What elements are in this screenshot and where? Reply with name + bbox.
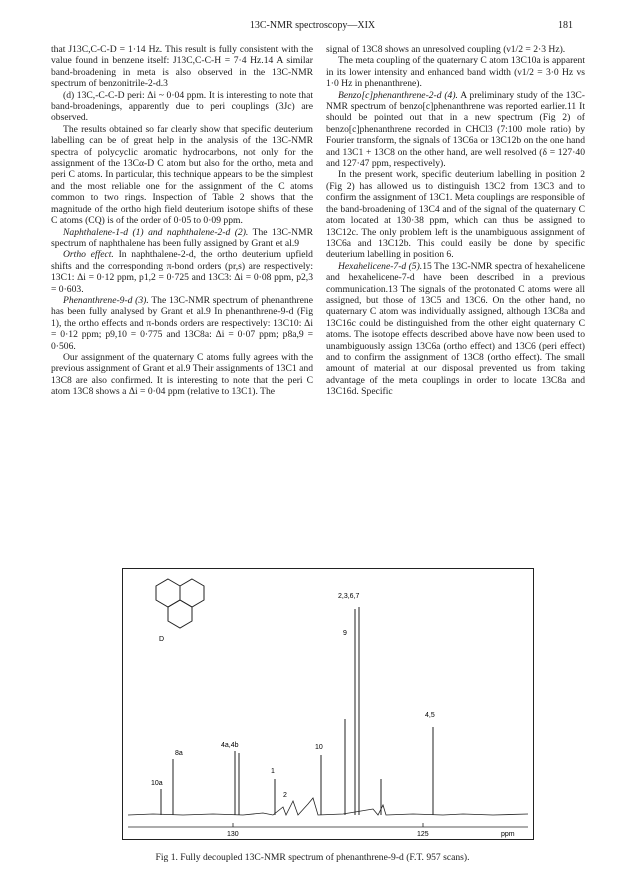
peak-label-8a: 8a — [175, 750, 183, 757]
spectrum-peaks — [161, 607, 433, 815]
axis-label-125: 125 — [417, 831, 429, 838]
paragraph: Our assignment of the quaternary C atoms fully agrees with the previous assignment of Grant et al.9 Their assignments of 13C1 and 13C8 are also confirmed. It is interesting to note that the peri C atom 13C8 shows a Δi = 0·04 ppm (relative to 13C1). The — [51, 351, 313, 398]
figure-caption: Fig 1. Fully decoupled 13C-NMR spectrum of phenanthrene-9-d (F.T. 957 scans). — [155, 852, 470, 863]
paragraph: Phenanthrene-9-d (3). The 13C-NMR spectrum of phenanthrene has been fully analysed by Grant et al.9 In phenanthrene-9-d (Fig 1), the ortho effects and π-bonds orders are respectively: 13C10: Δi = 0·12 ppm; p9,10 = 0·775 and 13C8a: Δi = 0·07 ppm; p8a,9 = 0·506. — [51, 294, 313, 352]
paragraph: Ortho effect. In naphthalene-2-d, the ortho deuterium upfield shifts and the corresponding π-bond orders (pr,s) are respectively: 13C1: Δi = 0·12 ppm, p1,2 = 0·725 and 13C3: Δi = 0·08 ppm, p2,3 = 0·603. — [51, 249, 313, 295]
running-header — [0, 20, 625, 36]
axis-label-ppm: ppm — [501, 831, 515, 838]
peak-label-10: 10 — [315, 744, 323, 751]
paragraph: Naphthalene-1-d (1) and naphthalene-2-d (2). The 13C-NMR spectrum of naphthalene has been fully assigned by Grant et al.9 — [51, 226, 313, 249]
spectrum-graphic — [123, 569, 533, 839]
paragraph: Benzo[c]phenanthrene-2-d (4). A preliminary study of the 13C-NMR spectrum of benzo[c]phenanthrene was reported earlier.11 It should be pointed out that in a new spectrum (Fig 2) of benzo[c]phenanthrene recorded in CHCl3 (7:100 mole ratio) by Fourier transform, the signals of 13C6a or 13C12b on the one hand and 13C1 + 13C8 on the other hand, are well resolved (δ = 127·40 and 127·47 ppm, respectively). — [326, 89, 585, 170]
axis-ticks — [233, 823, 423, 827]
peak-label-1: 1 — [271, 768, 275, 775]
peak-label-2367: 2,3,6,7 — [338, 593, 360, 600]
section-heading: Hexahelicene-7-d (5). — [338, 260, 423, 272]
molecule-label: D — [159, 636, 165, 643]
page-number: 181 — [558, 20, 573, 31]
peak-label-2: 2 — [283, 792, 287, 799]
right-column — [326, 44, 585, 398]
section-heading: Naphthalene-1-d (1) and naphthalene-2-d (2). — [63, 226, 249, 238]
paragraph: The meta coupling of the quaternary C atom 13C10a is apparent in its lower intensity and enhanced band width (ν1/2 = 3·0 Hz vs 1·0 Hz in phenanthrene). — [326, 55, 585, 90]
paragraph: Hexahelicene-7-d (5).15 The 13C-NMR spectra of hexahelicene and hexahelicene-7-d have been described in a previous communication.13 The signals of the protonated C atoms were all assigned, but those of 13C5 and 13C6. On the other hand, no quaternary C atom was individually assigned, although 13C8a and 13C16c could be distinguished from the other eight quaternary C atoms. The isotope effects described above have now been used to unambiguously assign 13C6a (ortho effect) and 13C6 (peri effect) and to confirm the assignment of 13C8 (ortho effect). The small amount of material at our disposal prevented us from taking advantage of the meta couplings in order to locate 13C8a and 13C16d. Specific — [326, 260, 585, 398]
figure-nmr-spectrum — [122, 568, 534, 840]
peak-label-10a: 10a — [151, 780, 163, 787]
spectrum-baseline — [128, 798, 528, 815]
section-heading: Phenanthrene-9-d (3). — [63, 294, 149, 306]
paragraph: (d) 13C,-C-C-D peri: Δi ~ 0·04 ppm. It is interesting to note that band-broadenings, apparently due to peri couplings (3Jc) are observed. — [51, 89, 313, 124]
phenanthrene-structure — [156, 579, 204, 628]
paragraph: In the present work, specific deuterium labelling in position 2 (Fig 2) has allowed us to distinguish 13C2 from 13C3 and to confirm the assignment of 13C1. Meta couplings are responsible of the band-broadening of 13C4 and of the signal of the quaternary C atom located at 130·38 ppm, which can thus be assigned to 13C12c. The only problem left is the unambiguous assignment of 13C6a and 13C12b. This could easily be done by specific deuterium labelling in position 6. — [326, 169, 585, 261]
peak-label-9: 9 — [343, 630, 347, 637]
left-column — [51, 44, 313, 398]
paragraph: The results obtained so far clearly show that specific deuterium labelling can be of great help in the analysis of the 13C-NMR spectra of polycyclic aromatic hydrocarbons, not only for the assignment of the 13Cα-D C atom but also for the ortho, meta and peri C atoms. In particular, this technique appears to be the simplest and the most reliable one for the assignment of the C atoms common to two rings. Inspection of Table 2 shows that the magnitude of the ortho high field deuterium isotope shifts of these C atoms (CQ) is of the order of 0·05 to 0·09 ppm. — [51, 123, 313, 227]
section-heading: Benzo[c]phenanthrene-2-d (4). — [338, 89, 458, 101]
section-heading: Ortho effect. — [63, 249, 114, 261]
axis-label-130: 130 — [227, 831, 239, 838]
paragraph: signal of 13C8 shows an unresolved coupling (ν1/2 = 2·3 Hz). — [326, 44, 566, 55]
running-title: 13C-NMR spectroscopy—XIX — [249, 20, 376, 31]
paragraph: that J13C,C-C-D = 1·14 Hz. This result is fully consistent with the value found in benzene itself: J13C,C-C-H = 7·4 Hz.14 A similar band-broadening in meta is also observed in the 13C-NMR spectrum of benzonitrile-2-d.3 — [51, 44, 313, 90]
peak-label-45: 4,5 — [425, 712, 435, 719]
peak-label-4a4b: 4a,4b — [221, 742, 239, 749]
